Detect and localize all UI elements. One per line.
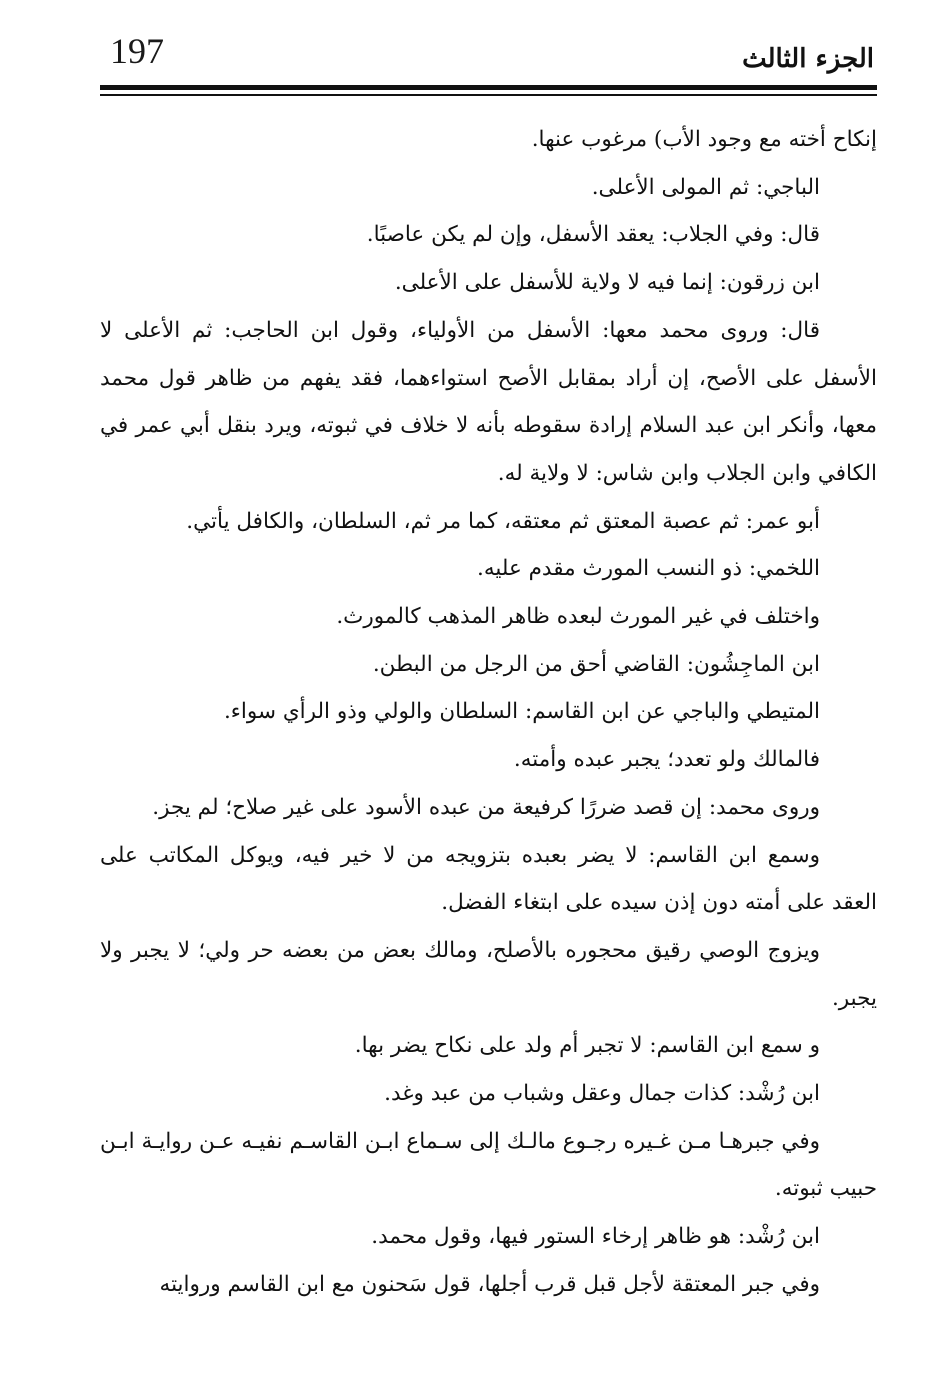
paragraph: اللخمي: ذو النسب المورث مقدم عليه. <box>476 556 820 582</box>
header-rule-thin <box>100 94 877 96</box>
paragraph: و سمع ابن القاسم: لا تجبر أم ولد على نكاح يضر بها. <box>354 1033 820 1059</box>
paragraph: قال: وفي الجلاب: يعقد الأسفل، وإن لم يكن عاصبًا. <box>366 222 820 248</box>
paragraph: المتيطي والباجي عن ابن القاسم: السلطان والولي وذو الرأي سواء. <box>223 699 820 725</box>
header-rule-thick <box>100 85 877 90</box>
paragraph: أبو عمر: ثم عصبة المعتق ثم معتقه، كما مر ثم، السلطان، والكافل يأتي. <box>186 508 820 534</box>
paragraph: وفي جبر المعتقة لأجل قبل قرب أجلها، قول سَحنون مع ابن القاسم وروايته <box>159 1271 820 1297</box>
paragraph: ابن الماجِشُون: القاضي أحق من الرجل من البطن. <box>372 651 820 677</box>
paragraph: ويزوج الوصي رقيق محجوره بالأصلح، ومالك بعض من بعضه حر ولي؛ لا يجبر ولا يجبر. <box>100 937 877 1011</box>
paragraph: ابن زرقون: إنما فيه لا ولاية للأسفل على الأعلى. <box>394 270 820 296</box>
page-number: 197 <box>110 31 164 71</box>
paragraph: فالمالك ولو تعدد؛ يجبر عبده وأمته. <box>513 747 820 773</box>
body-text <box>100 116 877 1309</box>
paragraph: الباجي: ثم المولى الأعلى. <box>591 174 820 200</box>
paragraph: وروى محمد: إن قصد ضررًا كرفيعة من عبده الأسود على غير صلاح؛ لم يجز. <box>152 794 820 820</box>
paragraph: وفي جبرهـا مـن غـيره رجـوع مالـك إلى سـماع ابـن القاسـم نفيـه عـن روايـة ابـن حبيب ثبوته. <box>100 1128 877 1202</box>
paragraph: وسمع ابن القاسم: لا يضر بعبده بتزويجه من لا خير فيه، ويوكل المكاتب على العقد على أمته دون إذن سيده على ابتغاء الفضل. <box>100 842 877 916</box>
paragraph: واختلف في غير المورث لبعده ظاهر المذهب كالمورث. <box>336 604 820 630</box>
paragraph: قال: وروى محمد معها: الأسفل من الأولياء، وقول ابن الحاجب: ثم الأعلى لا الأسفل على الأصح، إن أراد بمقابل الأصح استواءهما، فقد يفهم من ظاهر قول محمد معها، وأنكر ابن عبد السلام إرادة سقوطه بأنه لا خلاف في ثبوته، ويرد بنقل أبي عمر في الكافي وابن الجلاب وابن شاس: لا ولاية له. <box>100 317 877 486</box>
paragraph: إنكاح أخته مع وجود الأب) مرغوب عنها. <box>531 127 877 152</box>
paragraph: ابن رُشْد: هو ظاهر إرخاء الستور فيها، وقول محمد. <box>371 1224 820 1250</box>
paragraph: ابن رُشْد: كذات جمال وعقل وشباب من عبد وغد. <box>384 1081 820 1107</box>
running-title: الجزء الثالث <box>742 44 874 74</box>
